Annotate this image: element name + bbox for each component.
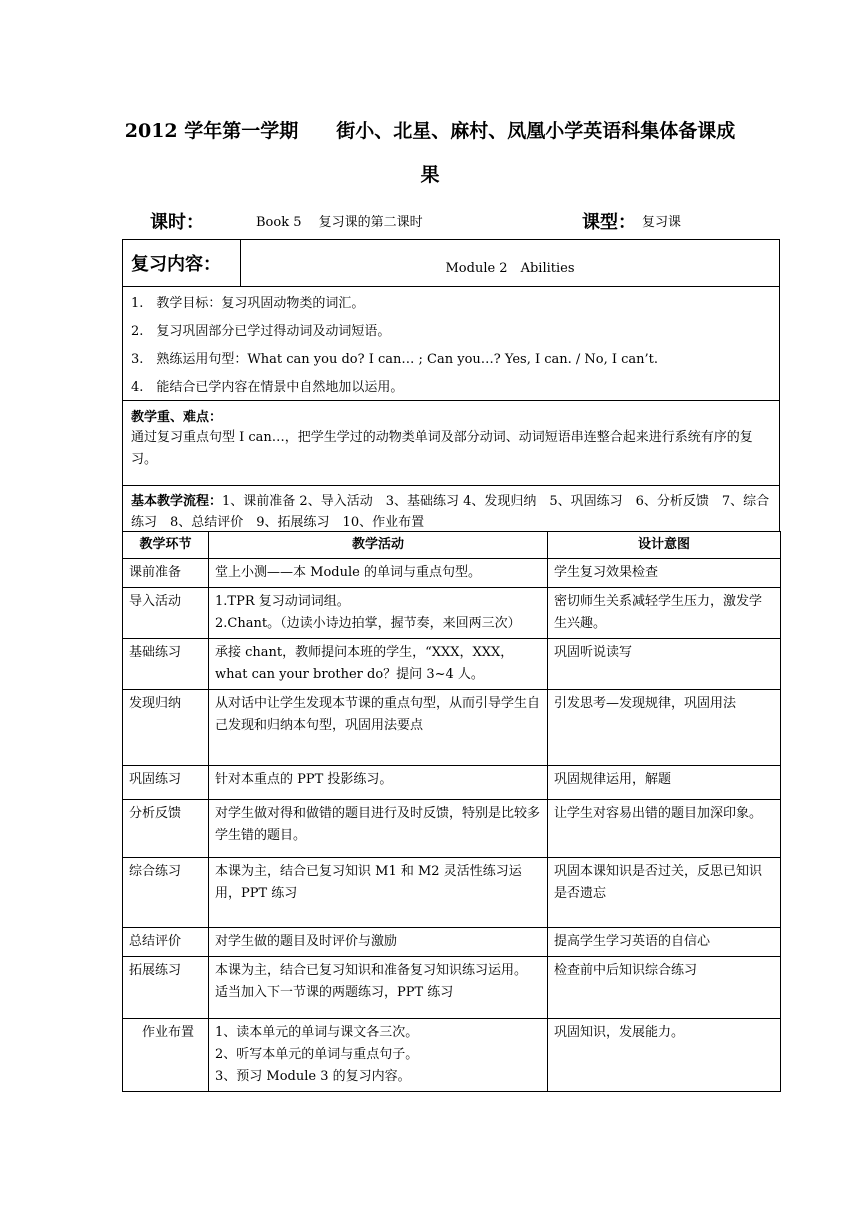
activity-line: 1.TPR 复习动词词组。 (215, 594, 350, 609)
intent-line: 巩固知识，发展能力。 (554, 1025, 685, 1040)
table-row (123, 800, 781, 858)
teaching-flow-steps: 1、课前准备 2、导入活动 3、基础练习 4、发现归纳 5、巩固练习 6、分析反馈 7、综合练习 8、总结评价 9、拓展练习 10、作业布置 (131, 494, 770, 530)
intent-cell (548, 690, 781, 766)
stage-cell: 导入活动 (123, 588, 209, 639)
activity-line: 适当加入下一节课的两题练习，PPT 练习 (215, 985, 454, 1000)
stage-cell: 作业布置 (123, 1019, 209, 1092)
teaching-flow-text (131, 491, 773, 533)
intent-line: 提高学生学习英语的自信心 (554, 934, 711, 949)
activity-cell (209, 800, 548, 858)
intent-line: 巩固规律运用，解题 (554, 772, 672, 787)
intent-cell (548, 766, 781, 800)
intent-line: 巩固本课知识是否过关，反思已知识是否遗忘 (554, 864, 763, 901)
header-intent: 设计意图 (548, 532, 781, 559)
activity-cell (209, 928, 548, 957)
goal-item: 4. 能结合已学内容在情景中自然地加以运用。 (131, 380, 404, 395)
stage-cell: 总结评价 (123, 928, 209, 957)
activity-line: 本课为主，结合已复习知识 M1 和 M2 灵活性练习运用，PPT 练习 (215, 864, 522, 901)
intent-cell (548, 639, 781, 690)
activity-cell (209, 559, 548, 588)
type-value: 复习课 (642, 215, 682, 230)
activity-cell (209, 957, 548, 1019)
intent-cell (548, 957, 781, 1019)
header-activity: 教学活动 (209, 532, 548, 559)
header-stage: 教学环节 (123, 532, 209, 559)
review-content-value: Module 2 Abilities (445, 261, 575, 276)
stage-cell: 发现归纳 (123, 690, 209, 766)
activity-cell (209, 766, 548, 800)
activity-cell (209, 690, 548, 766)
intent-line: 学生复习效果检查 (554, 565, 659, 580)
intent-cell (548, 800, 781, 858)
intent-cell (548, 1019, 781, 1092)
table-row (123, 1019, 781, 1092)
stage-cell: 拓展练习 (123, 957, 209, 1019)
activity-line: 3、预习 Module 3 的复习内容。 (215, 1069, 411, 1084)
key-points-box (122, 400, 780, 485)
activity-line: 对学生做对得和做错的题目进行及时反馈，特别是比较多学生错的题目。 (215, 806, 541, 843)
lesson-label: 课时： (150, 212, 204, 233)
type-label: 课型： (582, 212, 636, 233)
intent-cell (548, 928, 781, 957)
intent-line: 密切师生关系减轻学生压力，激发学生兴趣。 (554, 594, 763, 631)
key-points-text: 通过复习重点句型 I can…，把学生学过的动物类单词及部分动词、动词短语串连整合起来进行系统有序的复习。 (131, 430, 753, 467)
intent-cell (548, 588, 781, 639)
document-title-line2: 果 (420, 164, 440, 186)
goal-item: 3. 熟练运用句型：What can you do? I can… ; Can you…? Yes, I can. / No, I can’t. (131, 352, 659, 367)
stage-cell: 课前准备 (123, 559, 209, 588)
activity-cell (209, 1019, 548, 1092)
table-row (123, 957, 781, 1019)
intent-cell (548, 559, 781, 588)
intent-line: 让学生对容易出错的题目加深印象。 (554, 806, 763, 821)
table-row (123, 690, 781, 766)
activity-line: 对学生做的题目及时评价与激励 (215, 934, 398, 949)
table-row (123, 559, 781, 588)
intent-line: 引发思考—发现规律，巩固用法 (554, 696, 737, 711)
lesson-value: Book 5 复习课的第二课时 (256, 215, 423, 230)
activity-cell (209, 639, 548, 690)
table-row (123, 588, 781, 639)
activity-line: 针对本重点的 PPT 投影练习。 (215, 772, 393, 787)
activity-line: 2、听写本单元的单词与重点句子。 (215, 1047, 419, 1062)
goal-item: 1. 教学目标：复习巩固动物类的词汇。 (131, 296, 365, 311)
activity-cell (209, 588, 548, 639)
document-title-line1: 2012 学年第一学期 街小、北星、麻村、凤凰小学英语科集体备课成 (124, 120, 736, 142)
table-row (123, 639, 781, 690)
intent-line: 检查前中后知识综合练习 (554, 963, 698, 978)
stage-cell: 综合练习 (123, 858, 209, 928)
table-row (123, 928, 781, 957)
activity-line: 从对话中让学生发现本节课的重点句型，从而引导学生自己发现和归纳本句型，巩固用法要点 (215, 696, 541, 733)
intent-line: 巩固听说读写 (554, 645, 633, 660)
teaching-goals-box (122, 286, 780, 400)
table-row (123, 766, 781, 800)
activity-line: 1、读本单元的单词与课文各三次。 (215, 1025, 419, 1040)
stage-cell: 分析反馈 (123, 800, 209, 858)
activity-line: 2.Chant。（边读小诗边拍掌，握节奏，来回两三次） (215, 616, 521, 631)
intent-cell (548, 858, 781, 928)
review-content-box (122, 239, 780, 286)
teaching-flow-box (122, 485, 780, 531)
activity-line: 承接 chant，教师提问本班的学生，“XXX，XXX，what can your brother do？提问 3~4 人。 (215, 645, 514, 682)
activity-line: 堂上小测——本 Module 的单词与重点句型。 (215, 565, 481, 580)
activity-line: 本课为主，结合已复习知识和准备复习知识练习运用。 (215, 963, 528, 978)
table-header-row (123, 532, 781, 559)
activity-cell (209, 858, 548, 928)
stage-cell: 巩固练习 (123, 766, 209, 800)
stage-cell: 基础练习 (123, 639, 209, 690)
table-row (123, 858, 781, 928)
goal-item: 2. 复习巩固部分已学过得动词及动词短语。 (131, 324, 391, 339)
key-points-heading: 教学重、难点： (131, 410, 223, 425)
lesson-plan-table (122, 531, 781, 1092)
review-content-label: 复习内容： (123, 240, 241, 286)
teaching-flow-label: 基本教学流程： (131, 494, 223, 509)
